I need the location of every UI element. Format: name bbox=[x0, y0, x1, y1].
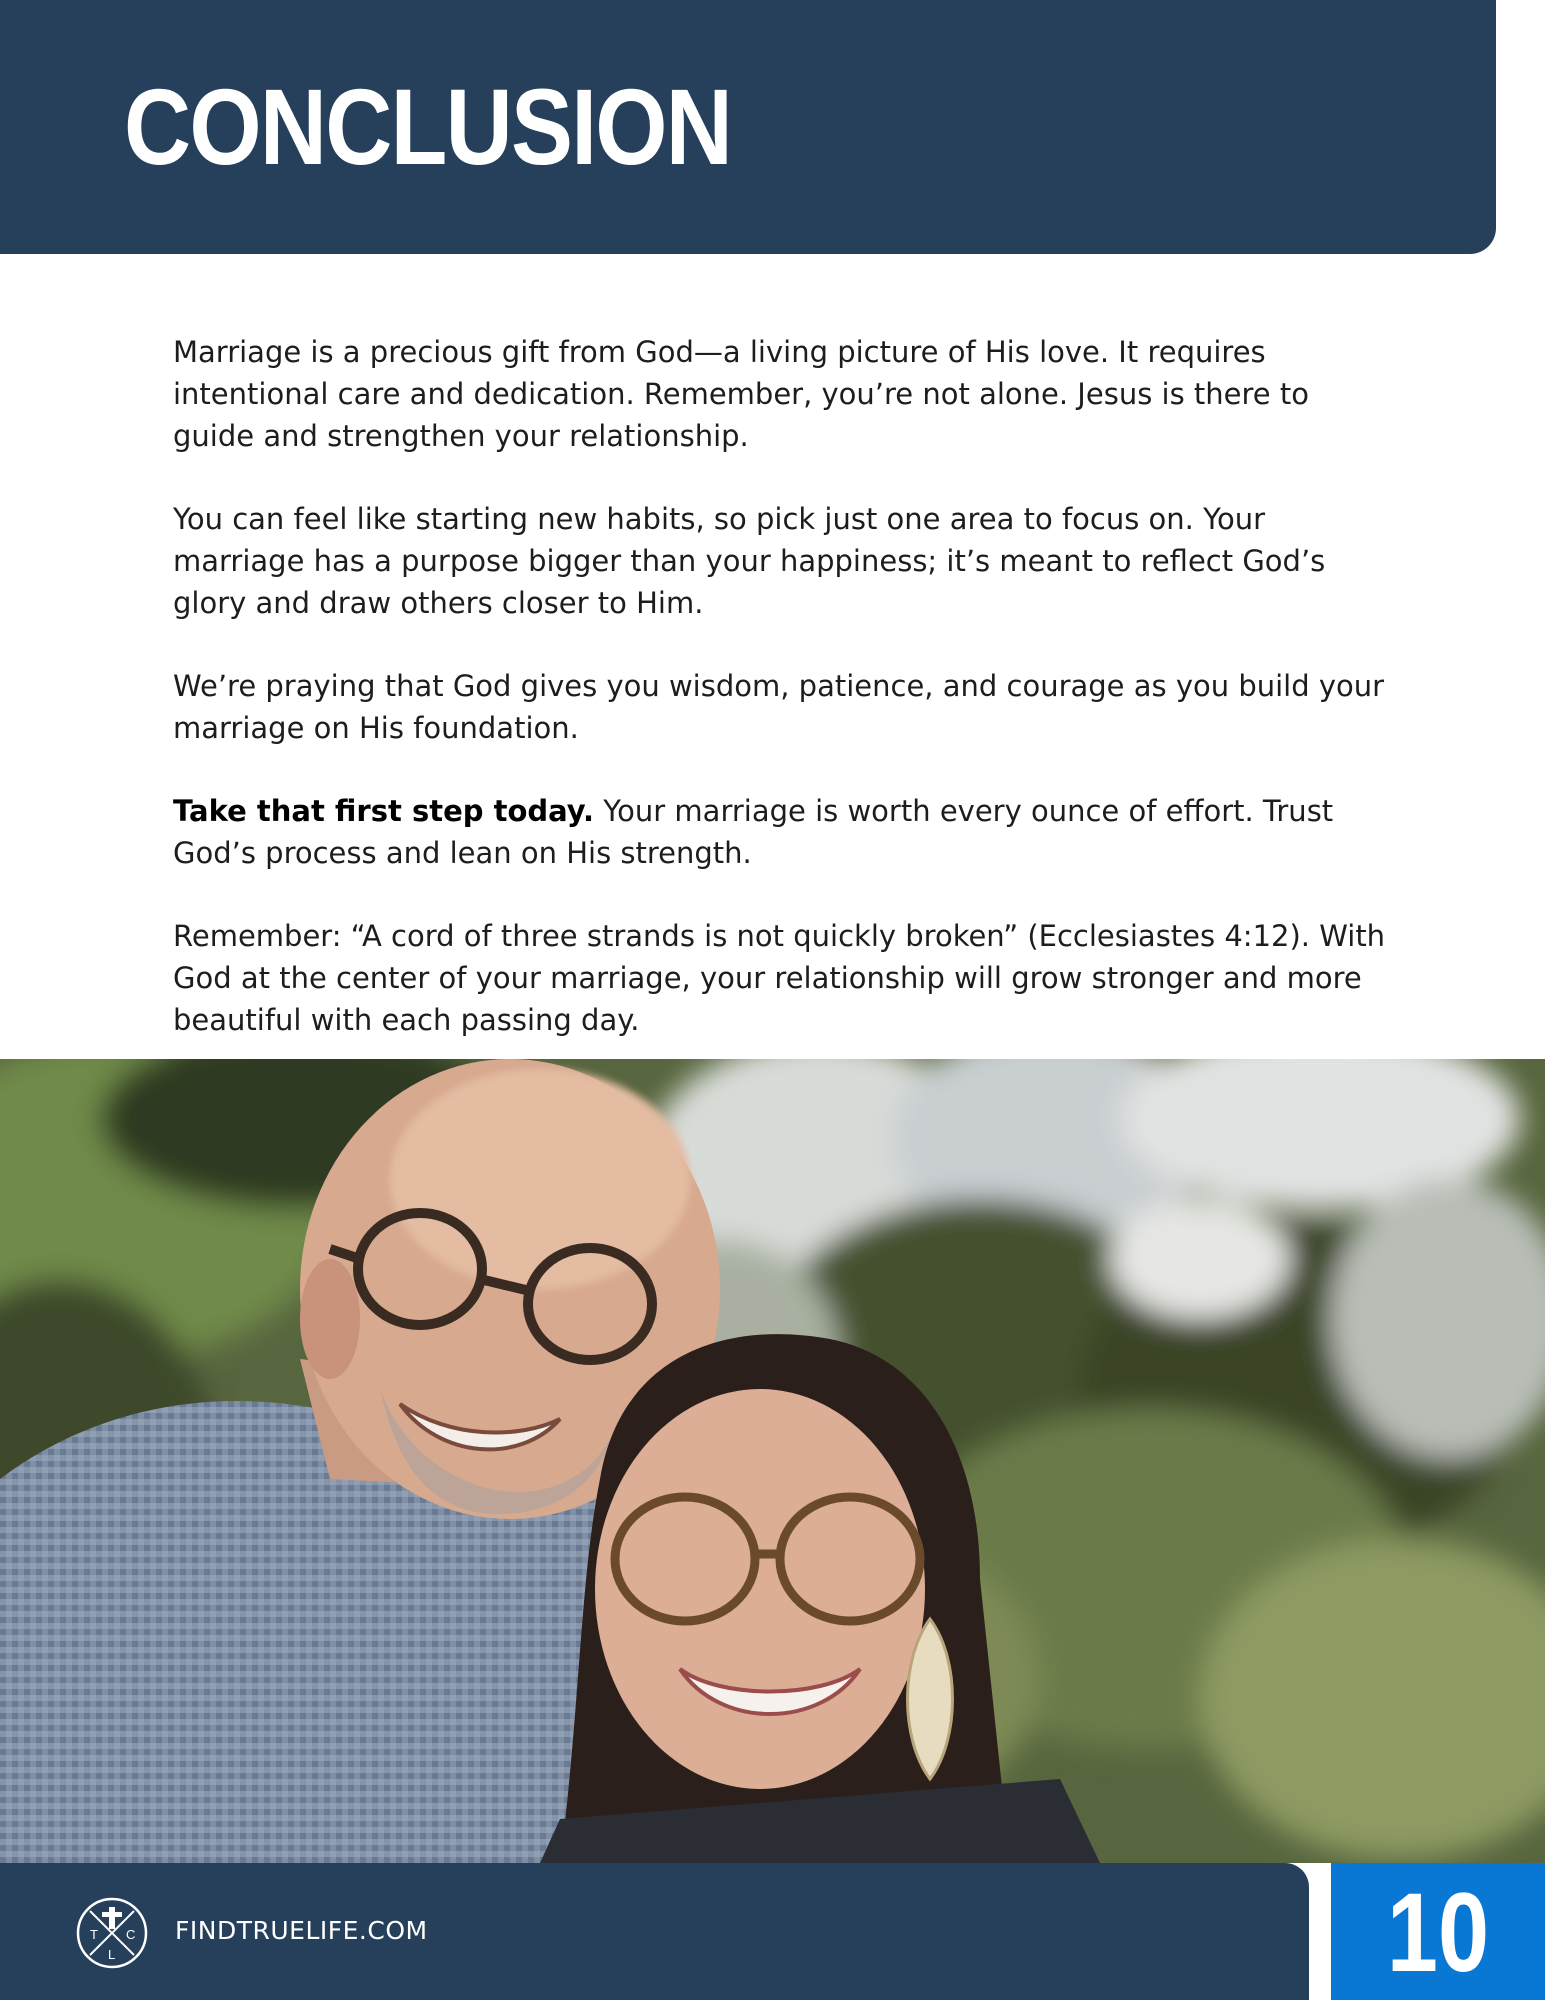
header-bar bbox=[0, 0, 1496, 254]
couple-photo-illustration bbox=[0, 1059, 1545, 1863]
paragraph-3: We’re praying that God gives you wisdom, patience, and courage as you build your marriage on His foundation. bbox=[173, 669, 1385, 745]
couple-photo bbox=[0, 1059, 1545, 1863]
logo-letter-left: T bbox=[90, 1927, 98, 1942]
logo-letter-right: C bbox=[126, 1927, 136, 1942]
body-text bbox=[173, 331, 1393, 1082]
page-number: 10 bbox=[1386, 1870, 1490, 1995]
logo-letter-bottom: L bbox=[108, 1947, 116, 1962]
paragraph-2: You can feel like starting new habits, so pick just one area to focus on. Your marriage has a purpose bigger than your happiness; it’s meant to reflect God’s glory and draw others closer to Him. bbox=[173, 502, 1326, 620]
paragraph-4-bold: Take that first step today. bbox=[173, 794, 595, 828]
paragraph-1: Marriage is a precious gift from God—a living picture of His love. It requires intentional care and dedication. Remember, you’re not alone. Jesus is there to guide and strengthen your relationship. bbox=[173, 335, 1309, 453]
page-number-box bbox=[1331, 1863, 1545, 2000]
paragraph-4-rest: Your marriage is worth every ounce of effort. Trust God’s process and lean on His strength. bbox=[173, 794, 1334, 870]
findtruelife-logo-icon bbox=[76, 1897, 148, 1969]
footer-url-link[interactable]: FINDTRUELIFE.COM bbox=[175, 1916, 428, 1945]
paragraph-5: Remember: “A cord of three strands is not quickly broken” (Ecclesiastes 4:12). With God at the center of your marriage, your relationship will grow stronger and more beautiful with each passing day. bbox=[173, 919, 1386, 1037]
paragraph-4 bbox=[173, 790, 1393, 874]
page-title: CONCLUSION bbox=[124, 66, 732, 187]
